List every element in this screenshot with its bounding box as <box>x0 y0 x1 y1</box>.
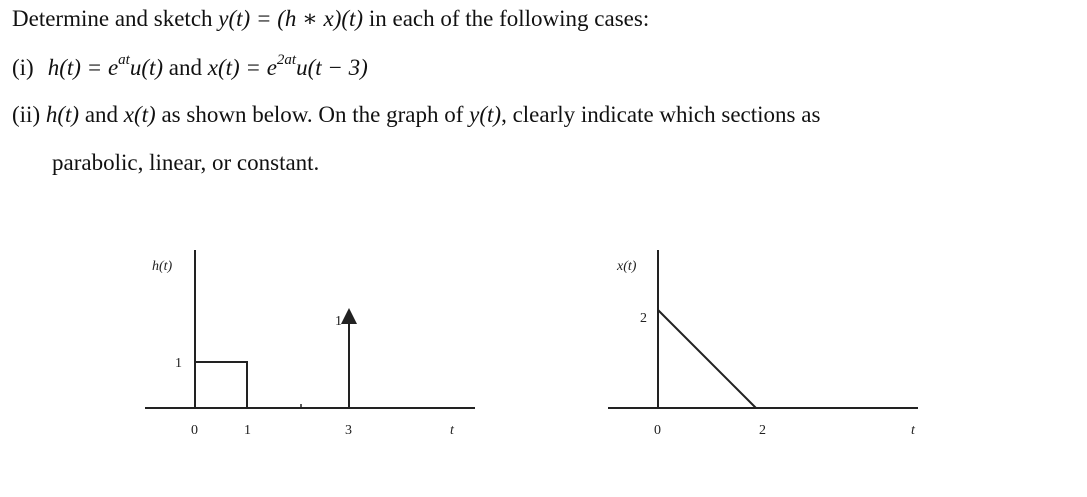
h-plot <box>145 250 475 438</box>
part-ii-text2: , clearly indicate which sections as <box>501 102 821 127</box>
part-ii-y: y(t) <box>469 102 502 127</box>
x-ramp-down <box>658 310 756 408</box>
h-definition-base: h(t) = e <box>47 55 119 80</box>
h-plot-xlabel: t <box>450 423 454 438</box>
x-peak-label: 2 <box>640 311 647 326</box>
part-ii-x: x(t) <box>123 102 156 127</box>
h-tick-3: 3 <box>345 423 352 438</box>
h-impulse-label: 1 <box>335 314 342 329</box>
x-plot-xlabel: t <box>911 423 915 438</box>
part-ii-h: h(t) <box>45 102 80 127</box>
h-definition-exponent: at <box>118 52 130 68</box>
intro-tail: in each of the following cases: <box>368 6 650 31</box>
x-definition-step: u(t − 3) <box>296 55 368 80</box>
h-rect-pulse <box>195 362 247 408</box>
x-tick-2: 2 <box>759 423 766 438</box>
part-ii-label: (ii) <box>12 102 41 127</box>
part-i-and: and <box>168 55 203 80</box>
h-tick-0: 0 <box>191 423 198 438</box>
h-tick-1: 1 <box>244 423 251 438</box>
x-plot-ylabel: x(t) <box>617 259 637 274</box>
h-definition-step: u(t) <box>129 55 164 80</box>
x-plot <box>608 250 918 438</box>
intro-equation: y(t) = (h ∗ x)(t) <box>218 6 364 31</box>
x-tick-0: 0 <box>654 423 661 438</box>
part-i-label: (i) <box>12 55 34 80</box>
x-definition-exponent: 2at <box>276 52 297 68</box>
h-rect-height-label: 1 <box>175 356 182 371</box>
part-ii-and: and <box>84 102 119 127</box>
part-ii-text1: as shown below. On the graph of <box>161 102 464 127</box>
intro-text: Determine and sketch <box>12 6 213 31</box>
h-plot-ylabel: h(t) <box>152 259 173 274</box>
part-ii-text3: parabolic, linear, or constant. <box>52 150 320 175</box>
x-definition-base: x(t) = e <box>207 55 277 80</box>
